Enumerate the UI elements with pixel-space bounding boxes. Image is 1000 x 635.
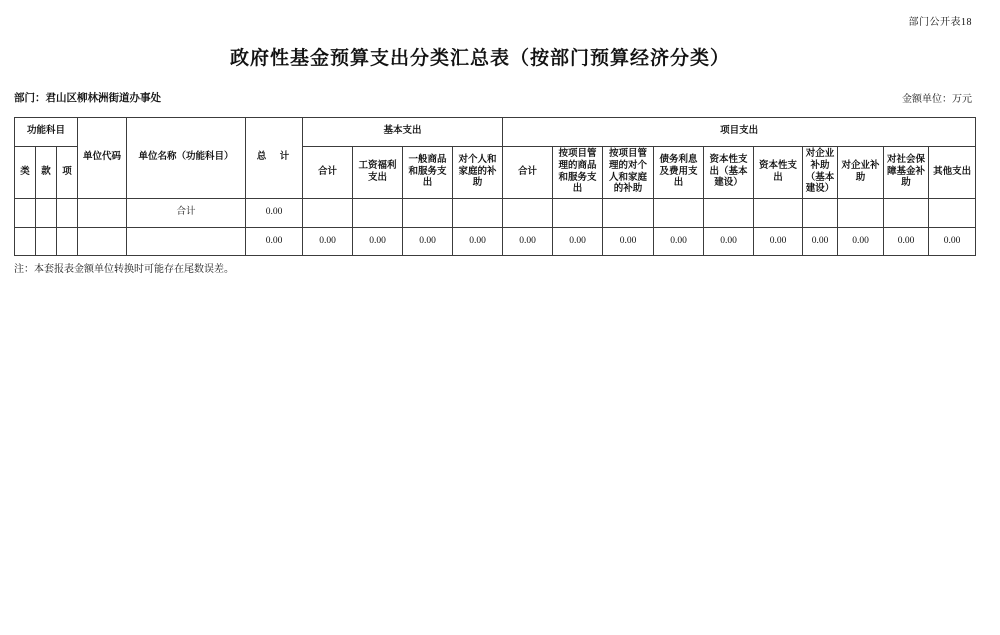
cell-section: [36, 228, 57, 256]
cell-value: 0.00: [303, 228, 353, 256]
cell-value: [403, 199, 453, 228]
col-header-social-security-fund-subsidy: 对社会保障基金补助: [884, 147, 929, 199]
amount-unit-label: 金额单位：万元: [902, 94, 972, 105]
cell-value: 0.00: [453, 228, 503, 256]
col-header-grand-total: 总 计: [246, 118, 303, 199]
cell-item: [57, 199, 78, 228]
col-header-goods-services: 一般商品和服务支出: [403, 147, 453, 199]
cell-value: 0.00: [353, 228, 403, 256]
cell-unit-code: [78, 199, 127, 228]
col-header-other-expenditure: 其他支出: [929, 147, 976, 199]
budget-table-container: [14, 117, 976, 256]
col-header-project-goods-services: 按项目管理的商品和服务支出: [553, 147, 603, 199]
cell-value: [353, 199, 403, 228]
cell-value: 0.00: [503, 228, 553, 256]
cell-value: [803, 199, 838, 228]
cell-item: [57, 228, 78, 256]
cell-unit-name: [127, 228, 246, 256]
cell-value: [603, 199, 654, 228]
cell-value: 0.00: [754, 228, 803, 256]
table-row-total: [15, 199, 976, 228]
cell-value: [503, 199, 553, 228]
form-number-label: 部门公开表18: [908, 17, 972, 28]
col-header-wage-welfare: 工资福利支出: [353, 147, 403, 199]
cell-value: [754, 199, 803, 228]
cell-value: 0.00: [654, 228, 704, 256]
page-title: 政府性基金预算支出分类汇总表（按部门预算经济分类）: [229, 48, 730, 69]
cell-value: [884, 199, 929, 228]
col-header-enterprise-subsidy: 对企业补助: [838, 147, 884, 199]
cell-grand-total: 0.00: [246, 228, 303, 256]
cell-section: [36, 199, 57, 228]
col-header-unit-name: 单位名称（功能科目）: [127, 118, 246, 199]
cell-value: 0.00: [403, 228, 453, 256]
col-header-capital-expenditure: 资本性支出: [754, 147, 803, 199]
cell-value: 0.00: [553, 228, 603, 256]
cell-value: 0.00: [929, 228, 976, 256]
cell-value: [453, 199, 503, 228]
col-header-category: 类: [15, 147, 36, 199]
cell-value: [838, 199, 884, 228]
col-header-debt-interest-fees: 债务利息及费用支出: [654, 147, 704, 199]
department-label: 部门：君山区柳林洲街道办事处: [14, 93, 161, 104]
cell-value: 0.00: [704, 228, 754, 256]
col-header-unit-code: 单位代码: [78, 118, 127, 199]
footnote: 注：本套报表金额单位转换时可能存在尾数误差。: [14, 264, 234, 275]
budget-table: [14, 117, 976, 256]
col-header-project-subtotal: 合计: [503, 147, 553, 199]
cell-category: [15, 228, 36, 256]
cell-value: [704, 199, 754, 228]
cell-unit-code: [78, 228, 127, 256]
col-header-capital-expenditure-construction: 资本性支出（基本建设）: [704, 147, 754, 199]
cell-value: 0.00: [884, 228, 929, 256]
cell-value: [303, 199, 353, 228]
cell-value: [654, 199, 704, 228]
table-row-detail: [15, 228, 976, 256]
col-header-functional-subject: 功能科目: [15, 118, 78, 147]
col-header-individual-family-subsidy: 对个人和家庭的补助: [453, 147, 503, 199]
cell-unit-name: 合计: [127, 199, 246, 228]
col-group-project-expenditure: 项目支出: [503, 118, 976, 147]
table-meta-row: [14, 90, 972, 105]
cell-value: [553, 199, 603, 228]
cell-grand-total: 0.00: [246, 199, 303, 228]
col-header-item: 项: [57, 147, 78, 199]
col-group-basic-expenditure: 基本支出: [303, 118, 503, 147]
col-header-project-individual-family: 按项目管理的对个人和家庭的补助: [603, 147, 654, 199]
cell-category: [15, 199, 36, 228]
cell-value: [929, 199, 976, 228]
col-header-section: 款: [36, 147, 57, 199]
cell-value: 0.00: [838, 228, 884, 256]
col-header-enterprise-subsidy-construction: 对企业补助（基本建设）: [803, 147, 838, 199]
cell-value: 0.00: [803, 228, 838, 256]
cell-value: 0.00: [603, 228, 654, 256]
col-header-basic-subtotal: 合计: [303, 147, 353, 199]
